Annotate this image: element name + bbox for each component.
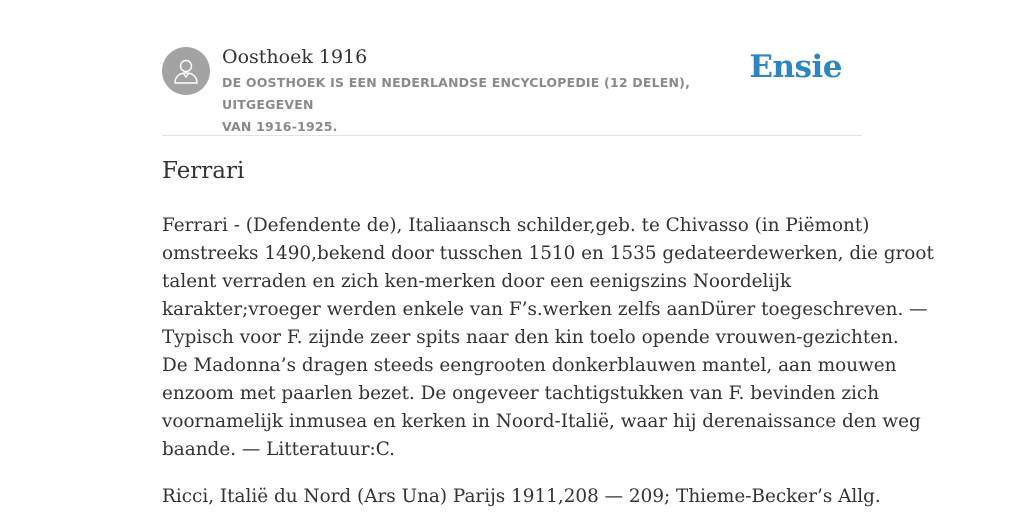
source-header <box>162 45 862 135</box>
entry-line: Ricci, Italië du Nord (Ars Una) Parijs 1911,208 — 209; Thieme-Becker’s Allg. <box>162 486 881 507</box>
entry-body <box>162 212 934 530</box>
entry-line: enzoom met paarlen bezet. De ongeveer tachtigstukken van F. bevinden zich <box>162 383 880 404</box>
entry-line: baande. — Litteratuur:C. <box>162 439 395 460</box>
user-icon <box>172 57 200 85</box>
source-description-line: DE OOSTHOEK IS EEN NEDERLANDSE ENCYCLOPEDIE (12 DELEN), UITGEGEVEN <box>222 75 691 112</box>
entry-paragraph <box>162 212 934 464</box>
source-description-line: VAN 1916-1925. <box>222 119 338 134</box>
source-description <box>222 72 762 138</box>
entry-line: voornamelijk inmusea en kerken in Noord-Italië, waar hij derenaissance den weg <box>162 411 921 432</box>
ensie-logo-link[interactable]: Ensie <box>749 49 842 85</box>
entry-line: omstreeks 1490,bekend door tusschen 1510 en 1535 gedateerdewerken, die groot <box>162 243 934 264</box>
header-divider <box>162 135 862 136</box>
entry-line: Typisch voor F. zijnde zeer spits naar den kin toelo opende vrouwen-gezichten. <box>162 327 899 348</box>
source-title[interactable]: Oosthoek 1916 <box>222 46 368 68</box>
entry-line: De Madonna’s dragen steeds eengrooten donkerblauwen mantel, aan mouwen <box>162 355 897 376</box>
entry-line: talent verraden en zich ken-merken door een eenigszins Noordelijk <box>162 271 792 292</box>
entry-line: Ferrari - (Defendente de), Italiaansch schilder,geb. te Chivasso (in Piëmont) <box>162 215 870 236</box>
source-avatar[interactable] <box>162 47 210 95</box>
entry-title: Ferrari <box>162 158 245 184</box>
entry-paragraph <box>162 483 881 511</box>
entry-line: karakter;vroeger werden enkele van F’s.werken zelfs aanDürer toegeschreven. — <box>162 299 928 320</box>
